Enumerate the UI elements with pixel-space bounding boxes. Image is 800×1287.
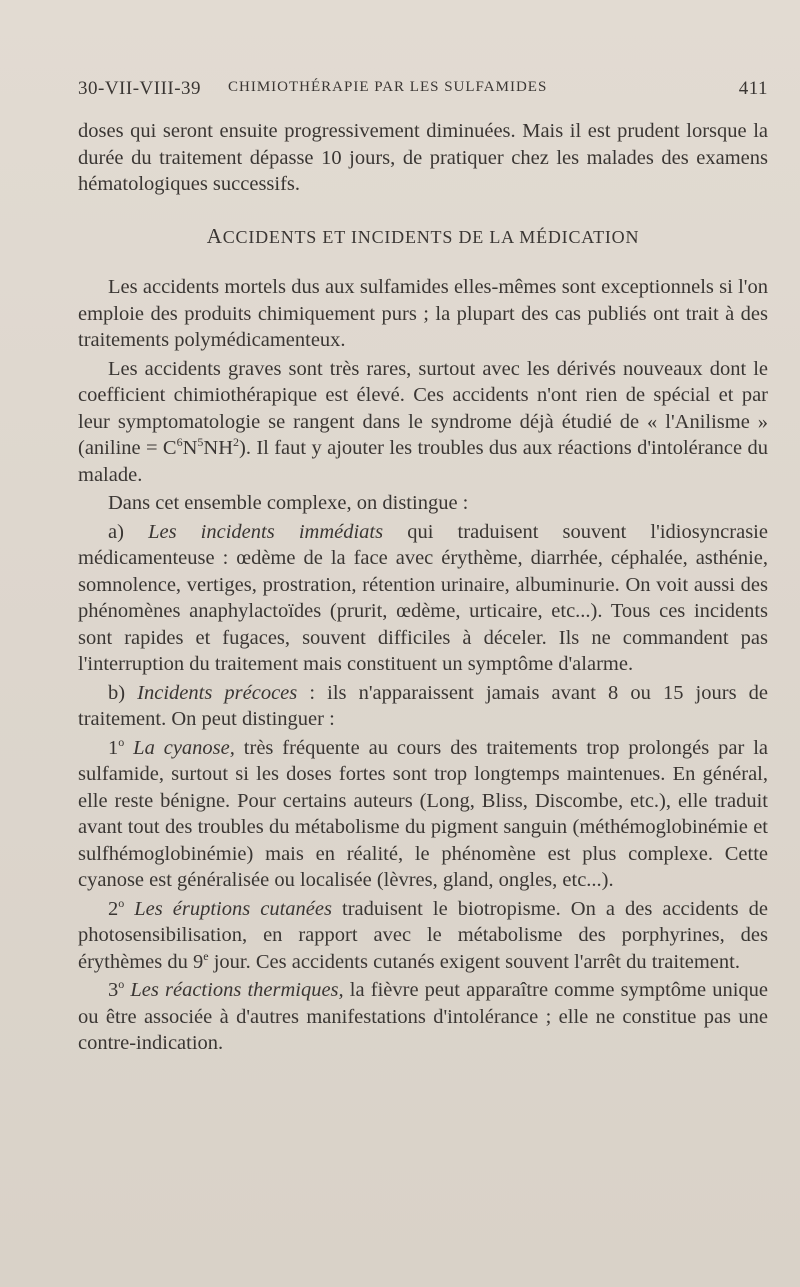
paragraph-eruptions (78, 896, 768, 976)
text-segment: jour. Ces accidents cutanés exigent souvent l'arrêt du traitement. (208, 950, 740, 973)
italic-term: Les réactions thermiques, (130, 979, 344, 1001)
paragraph-incidents-precoces (78, 680, 768, 733)
superscript: 6 (176, 435, 183, 450)
list-label: b) (108, 681, 138, 704)
body-text (78, 118, 768, 1059)
text-segment: traduisent le biotropisme. On a des accidents de photosensibilisation, en rapport avec le métabolisme des porphyrines, des érythèmes du 9 (78, 897, 768, 973)
paragraph-continuation: doses qui seront ensuite progressivement diminuées. Mais il est prudent lorsque la durée du traitement dépasse 10 jours, de pratiquer chez les malades des examens hématologiques successifs. (78, 120, 768, 195)
text-segment: très fréquente au cours des traitements trop prolongés par la sulfamide, surtout si les doses fortes sont trop longtemps maintenues. En général, elle reste bénigne. Pour certains auteurs (Long, Bliss, Discombe, etc.), elle traduit avant tout des troubles du métabolisme du pigment sanguin (méthémoglobinémie et sulfhémoglobinémie) mais en réalité, le phénomène est plus complexe. Cette cyanose est généralisée ou localisée (lèvres, gland, ongles, etc...). (78, 736, 768, 891)
text-segment: : ils n'apparaissent jamais avant 8 ou 15 jours de traitement. On peut distinguer : (78, 681, 768, 730)
italic-term: Les éruptions cutanées (134, 897, 332, 920)
text-segment: Les accidents graves sont très rares, surtout avec les dérivés nouveaux dont le coefficient chimiothérapique est élevé. Ces accidents n'ont rien de spécial et par leur symptomatologie se rangent dans le syndrome déjà étudié de « l'Anilisme » (aniline = C (78, 357, 768, 459)
page-number: 411 (738, 78, 768, 99)
heading-initial: A (206, 223, 223, 248)
paragraph-accidents-graves (78, 356, 768, 489)
superscript: o (118, 895, 125, 910)
text-segment: la fièvre peut apparaître comme symptôme unique ou être associée à d'autres manifestations d'intolérance ; elle ne constitue pas une contre-indication. (78, 979, 769, 1054)
header-date: 30-VII-VIII-39 (78, 78, 202, 99)
text-segment: ). Il faut y ajouter les troubles dus aux réactions d'intolérance du malade. (78, 437, 768, 486)
superscript: 5 (197, 435, 204, 450)
superscript: e (203, 948, 209, 963)
paragraph-reactions-thermiques (78, 977, 768, 1057)
text-segment: qui traduisent souvent l'idiosyncrasie médicamenteuse : œdème de la face avec érythème, diarrhée, céphalée, asthénie, somnolence, vertiges, prostration, rétention urinaire, albuminurie. On voit aussi des phénomènes anaphylactoïdes (prurit, œdème, urticaire, etc...). Tous ces incidents sont rapides et fugaces, souvent difficiles à déceler. Ils ne commandent pas l'interruption du traitement mais constituent un symptôme d'alarme. (78, 520, 768, 675)
paragraph-accidents-mortels: Les accidents mortels dus aux sulfamides elles-mêmes sont exceptionnels si l'on emploie des produits chimiquement purs ; la plupart des cas publiés ont trait à des traitements polymédicamenteux. (78, 276, 768, 351)
text-segment: NH (203, 437, 234, 459)
superscript: o (118, 734, 125, 749)
heading-rest: CCIDENTS ET INCIDENTS DE LA MÉDICATION (222, 226, 640, 247)
italic-term: La cyanose, (133, 736, 235, 759)
list-number: 1 (108, 736, 119, 759)
list-number: 2 (108, 897, 119, 920)
section-heading (78, 223, 768, 251)
text-segment: N (182, 437, 198, 459)
paragraph-ensemble: Dans cet ensemble complexe, on distingue : (108, 492, 469, 514)
list-label: a) (108, 520, 149, 543)
italic-term: Les incidents immédiats (148, 520, 384, 543)
header-title: CHIMIOTHÉRAPIE PAR LES SULFAMIDES (228, 79, 548, 95)
list-number: 3 (108, 979, 119, 1001)
superscript: 2 (233, 435, 240, 450)
italic-term: Incidents précoces (137, 681, 298, 704)
paragraph-incidents-immediats (78, 519, 768, 678)
superscript: o (118, 977, 125, 992)
paragraph-cyanose (78, 735, 768, 894)
running-header (78, 78, 768, 108)
